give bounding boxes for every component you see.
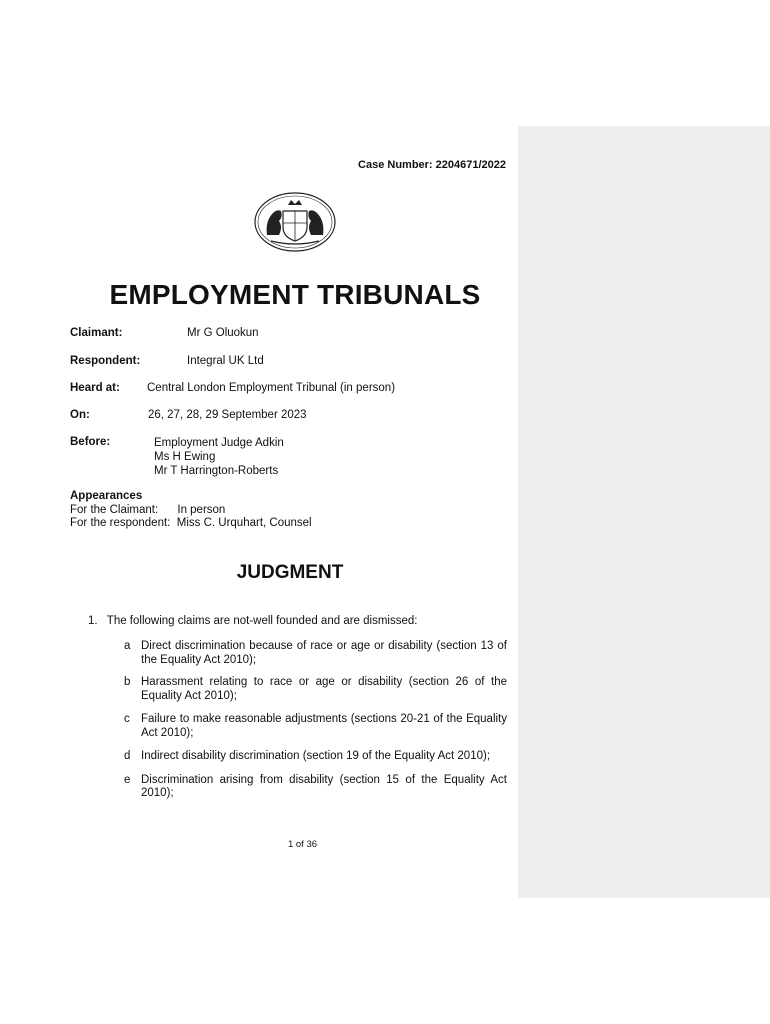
list-item	[124, 750, 507, 764]
claimant-appearance: For the Claimant: In person	[70, 503, 226, 516]
list-item	[124, 640, 507, 667]
list-item-letter: c	[124, 713, 130, 725]
respondent-appearance: For the respondent: Miss C. Urquhart, Counsel	[70, 517, 312, 529]
list-item-text: Harassment relating to race or age or disability (section 26 of the Equality Act 2010);	[141, 676, 507, 702]
panel-members	[154, 436, 284, 478]
list-item-letter: b	[124, 676, 131, 688]
list-item-letter: e	[124, 773, 131, 786]
royal-coat-of-arms-icon	[253, 189, 337, 253]
list-item-text: Discrimination arising from disability (section 15 of the Equality Act 2010);	[141, 773, 507, 799]
panel-member: Employment Judge Adkin	[154, 437, 284, 449]
list-item-text: Direct discrimination because of race or age or disability (section 13 of the Equality Act 2010);	[141, 640, 507, 666]
dates-value: 26, 27, 28, 29 September 2023	[148, 409, 307, 421]
list-item-letter: d	[124, 750, 131, 762]
list-item-letter: a	[124, 640, 131, 652]
comment-margin-pane	[518, 126, 770, 898]
judgment-heading: JUDGMENT	[236, 562, 344, 583]
document-title: EMPLOYMENT TRIBUNALS	[109, 279, 481, 310]
list-item	[124, 676, 507, 703]
list-item-text: Indirect disability discrimination (section 19 of the Equality Act 2010);	[141, 750, 491, 762]
claimant-value: Mr G Oluokun	[187, 327, 259, 339]
dismissed-claims-list	[124, 640, 507, 801]
list-item	[124, 774, 507, 801]
item-number: 1.	[88, 615, 98, 627]
item-text: The following claims are not-well founded and are dismissed:	[106, 615, 418, 627]
page-number: 1 of 36	[287, 839, 318, 850]
list-item	[124, 713, 507, 740]
appearances-section	[70, 490, 312, 531]
respondent-label: Respondent:	[70, 355, 141, 367]
panel-member: Mr T Harrington-Roberts	[154, 465, 279, 477]
judgment-item-1	[88, 615, 417, 627]
dates-label: On:	[70, 409, 90, 421]
heard-at-label: Heard at:	[70, 382, 120, 394]
respondent-value: Integral UK Ltd	[187, 355, 264, 367]
heard-at-value: Central London Employment Tribunal (in person)	[147, 382, 396, 394]
before-label: Before:	[70, 436, 111, 448]
list-item-text: Failure to make reasonable adjustments (sections 20-21 of the Equality Act 2010);	[141, 713, 507, 739]
appearances-heading: Appearances	[70, 490, 143, 502]
panel-member: Ms H Ewing	[154, 451, 216, 463]
case-number: Case Number: 2204671/2022	[358, 159, 506, 171]
claimant-label: Claimant:	[70, 327, 123, 339]
